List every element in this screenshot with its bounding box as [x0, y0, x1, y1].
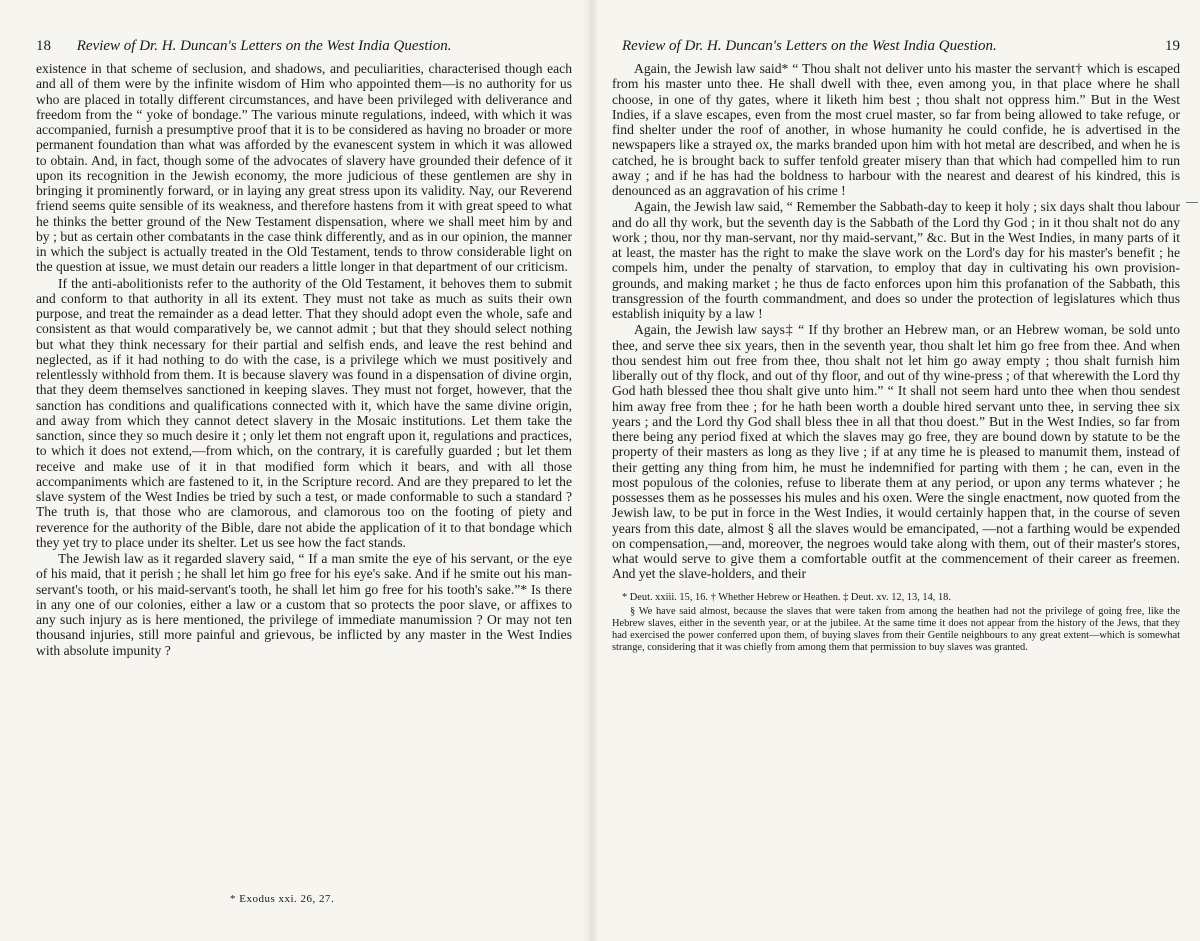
- left-paragraph-1: existence in that scheme of seclusion, and shadows, and peculiarities, characterised though each and all of them were by the infinite wisdom of Him who appointed them—is no authority for us who are placed in totally different circumstances, and have been privileged with deliverance and freedom from the “ yoke of bondage.” The various minute regulations, indeed, with which it was accompanied, furnish a presumptive proof that it is to be considered as having no broader or more permanent foundation than what was afforded by the evanescent system in which it was allowed to obtain. And, in fact, though some of the advocates of slavery have grounded their defence of it upon its recognition in the Jewish economy, the more judicious of these gentlemen are shy in bringing it prominently forward, or in laying any great stress upon its validity. Nay, our Reverend friend seems quite sensible of its weakness, and therefore hastens from it with great speed to what he thinks the better ground of the New Testament dispensation, where we shall meet him by and by ; but as certain other combatants in the case think differently, and as in our opinion, the manner in which the subject is actually treated in the Old Testament, tends to throw considerable light on the question at issue, we must detain our readers a little longer in that department of our criticism.: [36, 61, 572, 275]
- right-footnote-note: § We have said almost, because the slaves that were taken from among the heathen had not the privilege of going free, like the Hebrew slaves, either in the seventh year, or at the jubilee. At the same time it does not appear from the history of the Jews, that they had exercised the power conferred upon them, of buying slaves from their Gentile neighbours to any great extent—which is somewhat strange, considering that it was chiefly from among them that permission to buy slaves was granted.: [612, 605, 1180, 654]
- right-page-header: [612, 38, 1180, 55]
- right-footnote-refs: * Deut. xxiii. 15, 16. † Whether Hebrew or Heathen. ‡ Deut. xv. 12, 13, 14, 18.: [622, 591, 951, 603]
- left-paragraph-2: If the anti-abolitionists refer to the authority of the Old Testament, it behoves them to submit and conform to that authority in all its extent. They must not take as much as suits their own purpose, and treat the remainder as a dead letter. That they should adopt even the whole, safe and consistent as that would comparatively be, we cannot admit ; but that they should select nothing but what they think necessary for their partial and selfish ends, and leave the rest behind and neglected, as if it had nothing to do with the case, is a privilege which we must positively and relentlessly withhold from them. It is because slavery was found in a dispensation of divine orgin, that they deem themselves sanctioned in keeping slaves. They must not forget, however, that the sanction has conditions and qualifications connected with it, which have the same divine origin, and away from which they cannot detect slavery in the Mosaic institutions. Let them take the sanction, since they so much desire it ; only let them not engraft upon it, regulations and practices, to which it does not extend,—from which, on the contrary, it is carefully guarded ; but let them receive and make use of it in that modified form which it bears, and with all those accompaniments which are fastened to it, in the Scripture record. And are they prepared to let the slave system of the West Indies be tried by such a test, or made conformable to such a standard ? The truth is, that those who are clamorous, and clamorous too on the footing of piety and reverence for the authority of the Bible, dare not abide the application of it to that bondage which they yet try to place under its shelter. Let us see how the fact stands.: [36, 275, 572, 550]
- right-paragraph-2: Again, the Jewish law said, “ Remember the Sabbath-day to keep it holy ; six days shalt thou labour and do all thy work, but the seventh day is the Sabbath of the Lord thy God ; in it thou shalt not do any work ; thou, nor thy man-servant, nor thy maid-servant,” &c. But in the West Indies, in many parts of it at least, the master has the right to make the slave work on the Lord's day for his master's benefit ; he compels him, under the penalty of starvation, to employ that day in cultivating his own provision-grounds, and making market ; he thus de facto enforces upon him this profanation of the Sabbath, this transgression of the fourth commandment, and does so under the protection of legislatures which thus establish iniquity by a law !: [612, 199, 1180, 321]
- left-footnote: * Exodus xxi. 26, 27.: [230, 893, 335, 905]
- left-running-title: Review of Dr. H. Duncan's Letters on the West India Question.: [76, 38, 452, 54]
- scan-mark: [1186, 202, 1198, 203]
- right-page-body: [612, 61, 1180, 582]
- right-paragraph-1: Again, the Jewish law said* “ Thou shalt not deliver unto his master the servant† which is escaped from his master unto thee. He shall dwell with thee, even among you, in that place where he shall choose, in one of thy gates, where it liketh him best ; thou shalt not oppress him.” But in the West Indies, if a slave escapes, even from the most cruel master, so far from being allowed to take refuge, or find shelter under the roof of another, in whose humanity he could confide, he is advertised in the newspapers like a strayed ox, the marks branded upon him with hot metal are described, and when he is catched, he is brought back to suffer tenfold greater misery than that which had compelled him to run away ; and if he has had the boldness to harbour with the nearest and dearest of his kindred, this is denounced as an aggravation of his crime !: [612, 61, 1180, 198]
- left-paragraph-3: The Jewish law as it regarded slavery said, “ If a man smite the eye of his servant, or the eye of his maid, that it perish ; he shall let him go free for his eye's sake. And if he smite out his man-servant's tooth, or his maid-servant's tooth, he shall let him go free for his tooth's sake.”* Is there in any one of our colonies, either a law or a custom that so protects the poor slave, or affixes to any such injury as is here mentioned, the privilege of immediate manumission ? Or may not ten thousand injuries, still more painful and grievous, be inflicted by any master in the West Indies with absolute impunity ?: [36, 551, 572, 658]
- right-paragraph-3: Again, the Jewish law says‡ “ If thy brother an Hebrew man, or an Hebrew woman, be sold unto thee, and serve thee six years, then in the seventh year, thou shalt let him go free from thee. And when thou sendest him out free from thee, thou shalt not let him go away empty ; thou shalt furnish him liberally out of thy flock, and out of thy floor, and out of thy wine-press ; of that wherewith the Lord thy God hath blessed thee thou shalt give unto him.” “ It shall not seem hard unto thee when thou sendest him away free from thee ; for he hath been worth a double hired servant unto thee, in serving thee six years ; and the Lord thy God shall bless thee in all that thou doest.” But in the West Indies, so far from there being any period fixed at which the slaves may go free, they are bound down by statute to be the property of their masters as long as they live ; if at any time he is pleased to manumit them, instead of their getting any thing from him, he must he indemnified for parting with them ; he can, even in the most populous of the colonies, refuse to liberate them at any period, or upon any terms whatever ; he possesses them as he possesses his mules and his oxen. Were the single enactment, now quoted from the Jewish law, to be put in force in the West Indies, it would certainly happen that, in the course of seven years from this date, almost § all the slaves would be emancipated, —not a farthing would be expended on compensation,—and, moreover, the negroes would take along with them, out of their master's stores, what would serve to give them a comfortable outfit at the commencement of their career as freemen. And yet the slave-holders, and their: [612, 322, 1180, 582]
- right-running-title: Review of Dr. H. Duncan's Letters on the West India Question.: [622, 38, 997, 54]
- left-page: [0, 0, 590, 941]
- right-page: [598, 0, 1200, 941]
- left-page-header: [36, 38, 572, 55]
- left-page-body: [36, 61, 572, 658]
- right-page-number: 19: [1165, 38, 1180, 54]
- book-gutter: [583, 0, 599, 941]
- left-page-number: 18: [36, 38, 51, 54]
- right-footnotes: [612, 592, 1180, 655]
